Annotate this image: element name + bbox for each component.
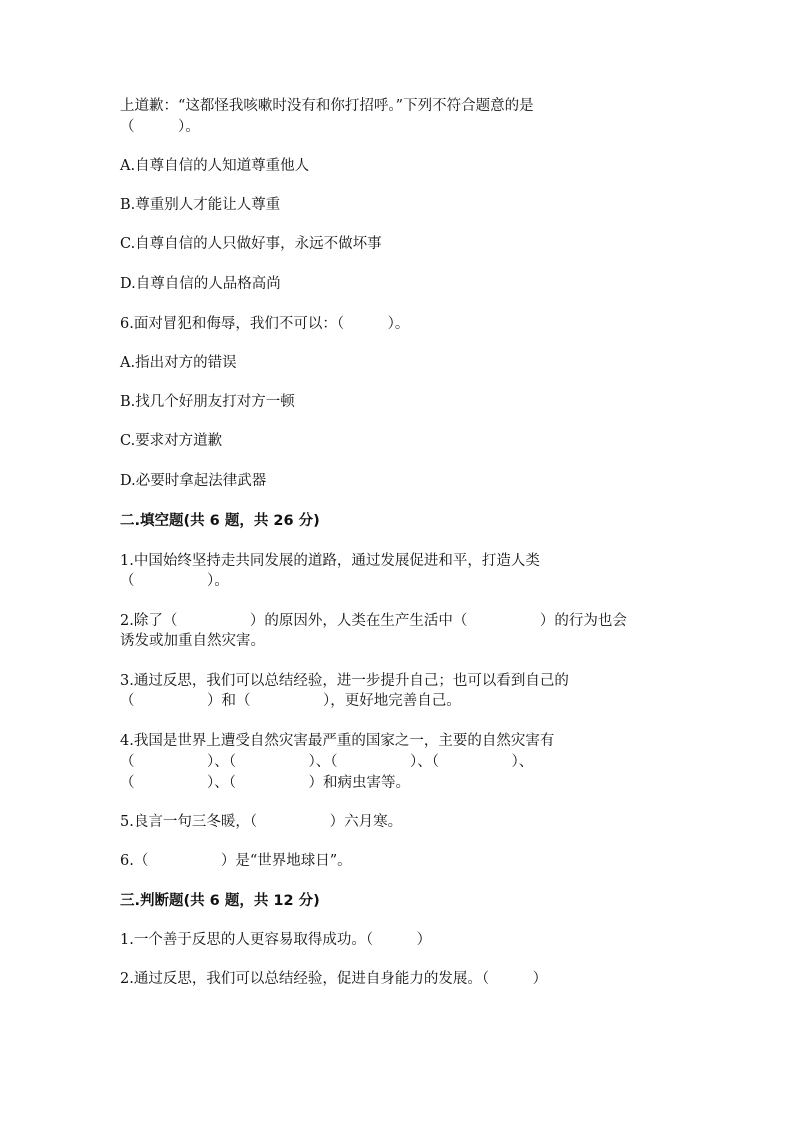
answer-option: C.要求对方道歉 [120,433,223,449]
fill-blank-question: 1.中国始终坚持走共同发展的道路，通过发展促进和平，打造人类 [120,553,540,569]
answer-option: B.尊重别人才能让人尊重 [120,197,281,213]
fill-blank-question: （ ）、（ ）、（ ）、（ ）、 [120,754,534,770]
fill-blank-question: 4.我国是世界上遭受自然灾害最严重的国家之一，主要的自然灾害有 [120,733,555,749]
fill-blank-question: 诱发或加重自然灾害。 [120,633,265,649]
question-stem-line: （ ）。 [120,119,200,135]
answer-option: B.找几个好朋友打对方一顿 [120,394,295,410]
fill-blank-question: （ ）和（ ），更好地完善自己。 [120,693,461,709]
answer-option: D.必要时拿起法律武器 [120,473,267,489]
question-stem: 6.面对冒犯和侮辱，我们不可以：（ ）。 [120,316,410,332]
fill-blank-question: 5.良言一句三冬暖，（ ）六月寒。 [120,814,403,830]
true-false-question: 2.通过反思，我们可以总结经验，促进自身能力的发展。（ ） [120,971,548,987]
fill-blank-question: 3.通过反思，我们可以总结经验，进一步提升自己；也可以看到自己的 [120,673,569,689]
true-false-question: 1.一个善于反思的人更容易取得成功。（ ） [120,932,432,948]
answer-option: A.指出对方的错误 [120,355,237,371]
section-heading-true-false: 三.判断题(共 6 题，共 12 分) [120,893,320,909]
section-heading-fill-blank: 二.填空题(共 6 题，共 26 分) [120,513,320,529]
answer-option: D.自尊自信的人品格高尚 [120,276,281,292]
fill-blank-question: 6.（ ）是“世界地球日”。 [120,853,352,869]
answer-option: C.自尊自信的人只做好事，永远不做坏事 [120,236,382,252]
answer-option: A.自尊自信的人知道尊重他人 [120,158,310,174]
question-stem-line: 上道歉：“这都怪我咳嗽时没有和你打招呼。”下列不符合题意的是 [120,98,534,114]
fill-blank-question: （ ）、（ ）和病虫害等。 [120,775,410,791]
fill-blank-question: （ ）。 [120,573,229,589]
fill-blank-question: 2.除了（ ）的原因外，人类在生产生活中（ ）的行为也会 [120,613,627,629]
